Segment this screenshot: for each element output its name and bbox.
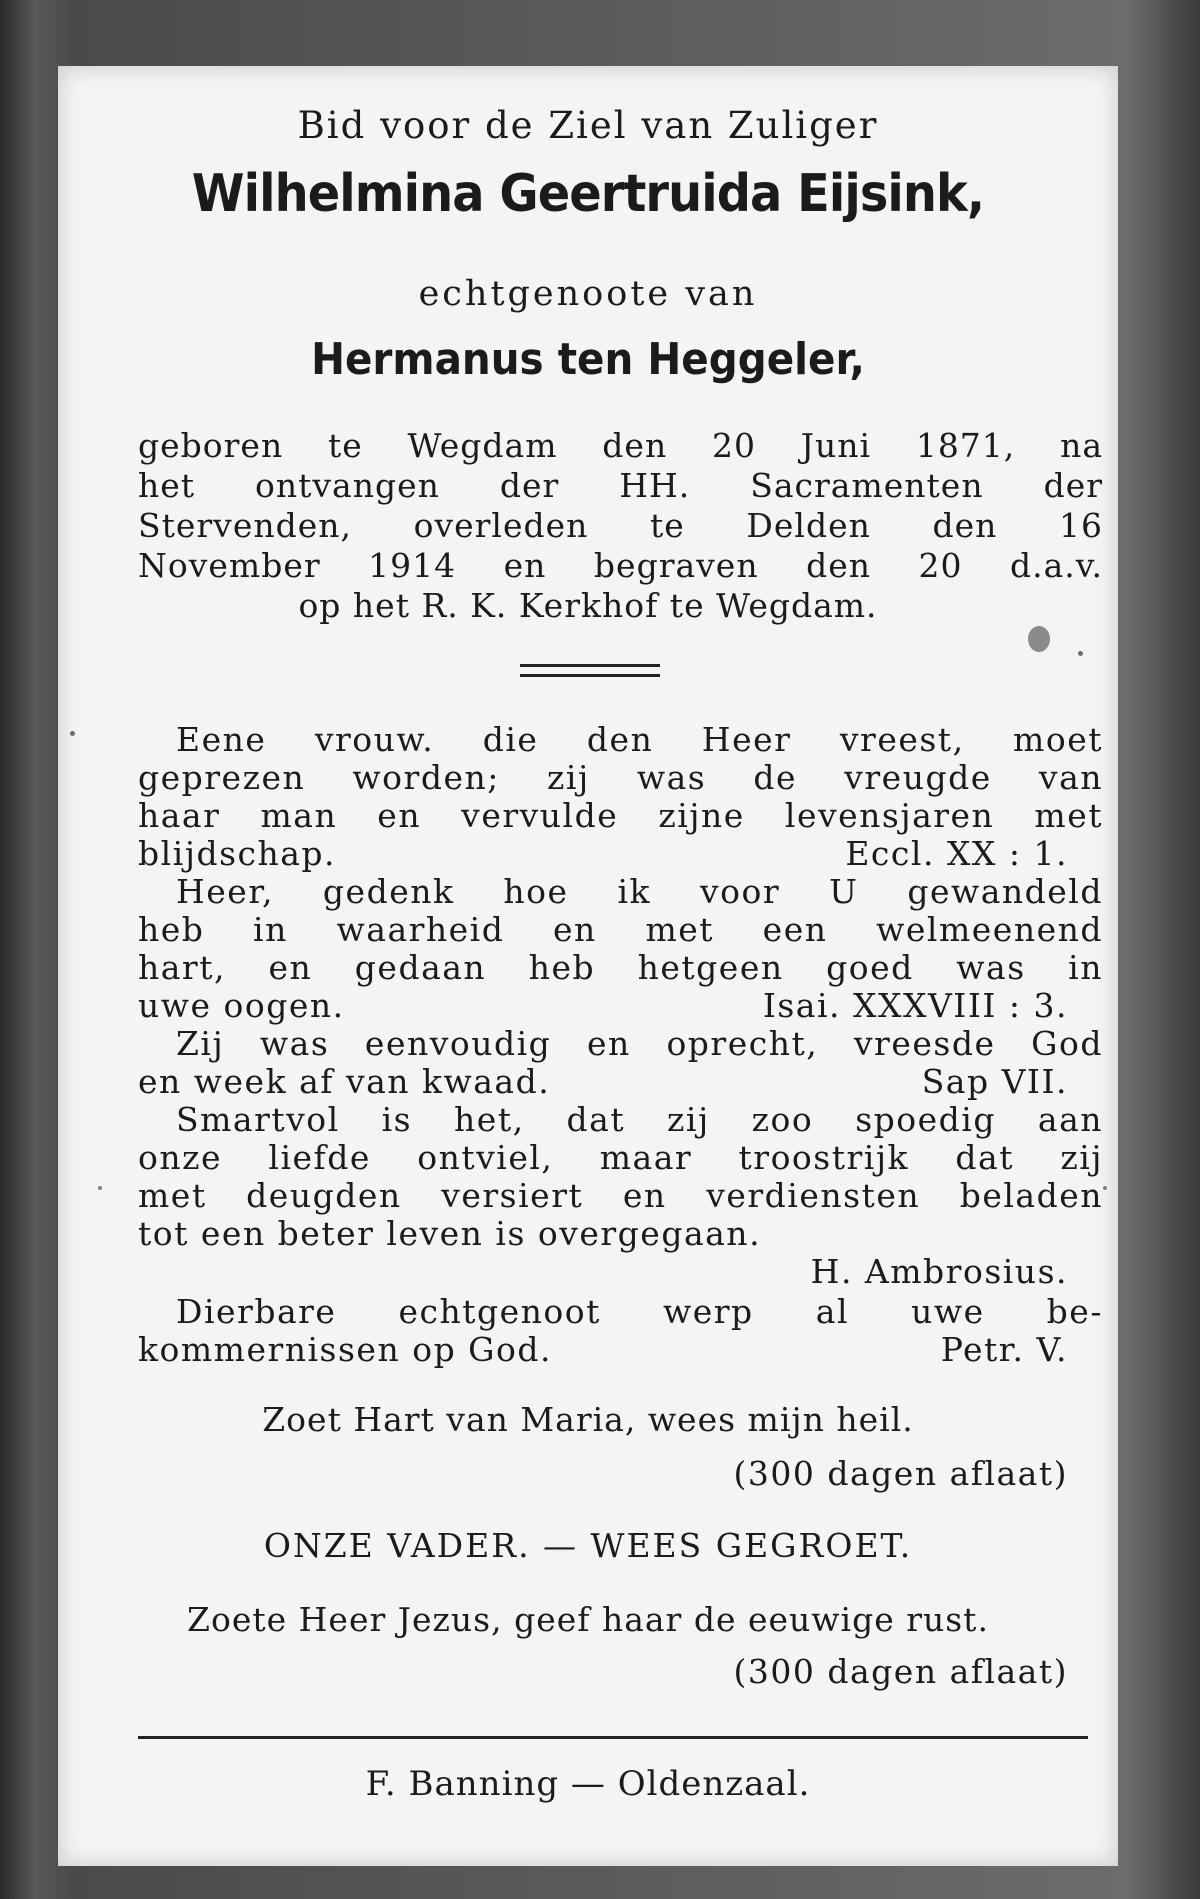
bio-line: op het R. K. Kerkhof te Wegdam. bbox=[298, 586, 878, 625]
verse-line: onze liefde ontviel, maar troostrijk dat zij bbox=[138, 1138, 1103, 1177]
verse-line: hart, en gedaan heb hetgeen goed was in bbox=[138, 948, 1103, 987]
indulgence-note: (300 dagen aflaat) bbox=[733, 1454, 1068, 1493]
intro-line: Bid voor de Ziel van Zuliger bbox=[297, 104, 879, 147]
verse-line: geprezen worden; zij was de vreugde van bbox=[138, 758, 1103, 797]
scan-speck bbox=[1028, 626, 1050, 652]
scripture-source: Eccl. XX : 1. bbox=[845, 834, 1068, 873]
indulgence-note: (300 dagen aflaat) bbox=[733, 1652, 1068, 1691]
memorial-card bbox=[58, 66, 1118, 1866]
verse-line: Eene vrouw. die den Heer vreest, moet bbox=[176, 720, 1103, 759]
scan-speck bbox=[70, 731, 75, 736]
scripture-source: H. Ambrosius. bbox=[810, 1252, 1068, 1291]
divider-top bbox=[520, 664, 660, 667]
verse-line: met deugden versiert en verdiensten beladen bbox=[138, 1176, 1103, 1215]
bottom-rule bbox=[138, 1736, 1088, 1739]
scan-speck bbox=[1103, 1186, 1107, 1190]
verse-line-end: kommernissen op God. bbox=[138, 1330, 553, 1369]
bio-line: Stervenden, overleden te Delden den 16 bbox=[138, 506, 1103, 545]
invocation-mary: Zoet Hart van Maria, wees mijn heil. bbox=[262, 1400, 914, 1439]
scripture-source: Petr. V. bbox=[940, 1330, 1068, 1369]
prayer-names: ONZE VADER. — WEES GEGROET. bbox=[263, 1526, 913, 1565]
verse-line: Zij was eenvoudig en oprecht, vreesde God bbox=[176, 1024, 1103, 1063]
husband-name: Hermanus ten Heggeler, bbox=[311, 334, 865, 385]
verse-line-end: uwe oogen. bbox=[138, 986, 345, 1025]
verse-line: Dierbare echtgenoot werp al uwe be- bbox=[176, 1292, 1103, 1331]
bio-line: geboren te Wegdam den 20 Juni 1871, na bbox=[138, 426, 1103, 465]
scripture-source: Isai. XXXVIII : 3. bbox=[762, 986, 1068, 1025]
relation-line: echtgenoote van bbox=[418, 274, 758, 314]
printer-credit: F. Banning — Oldenzaal. bbox=[365, 1764, 811, 1804]
scan-speck bbox=[98, 1186, 102, 1190]
verse-line: Smartvol is het, dat zij zoo spoedig aan bbox=[176, 1100, 1103, 1139]
verse-line-end: tot een beter leven is overgegaan. bbox=[138, 1214, 762, 1253]
invocation-jesus: Zoete Heer Jezus, geef haar de eeuwige rust. bbox=[187, 1600, 989, 1639]
scripture-source: Sap VII. bbox=[921, 1062, 1068, 1101]
verse-line-end: en week af van kwaad. bbox=[138, 1062, 551, 1101]
verse-line-end: blijdschap. bbox=[138, 834, 337, 873]
verse-line: heb in waarheid en met een welmeenend bbox=[138, 910, 1103, 949]
scan-speck bbox=[1078, 651, 1083, 656]
deceased-name: Wilhelmina Geertruida Eijsink, bbox=[191, 164, 985, 224]
verse-line: haar man en vervulde zijne levensjaren met bbox=[138, 796, 1103, 835]
bio-line: het ontvangen der HH. Sacramenten der bbox=[138, 466, 1103, 505]
verse-line: Heer, gedenk hoe ik voor U gewandeld bbox=[176, 872, 1103, 911]
divider-bottom bbox=[520, 674, 660, 677]
bio-line: November 1914 en begraven den 20 d.a.v. bbox=[138, 546, 1103, 585]
